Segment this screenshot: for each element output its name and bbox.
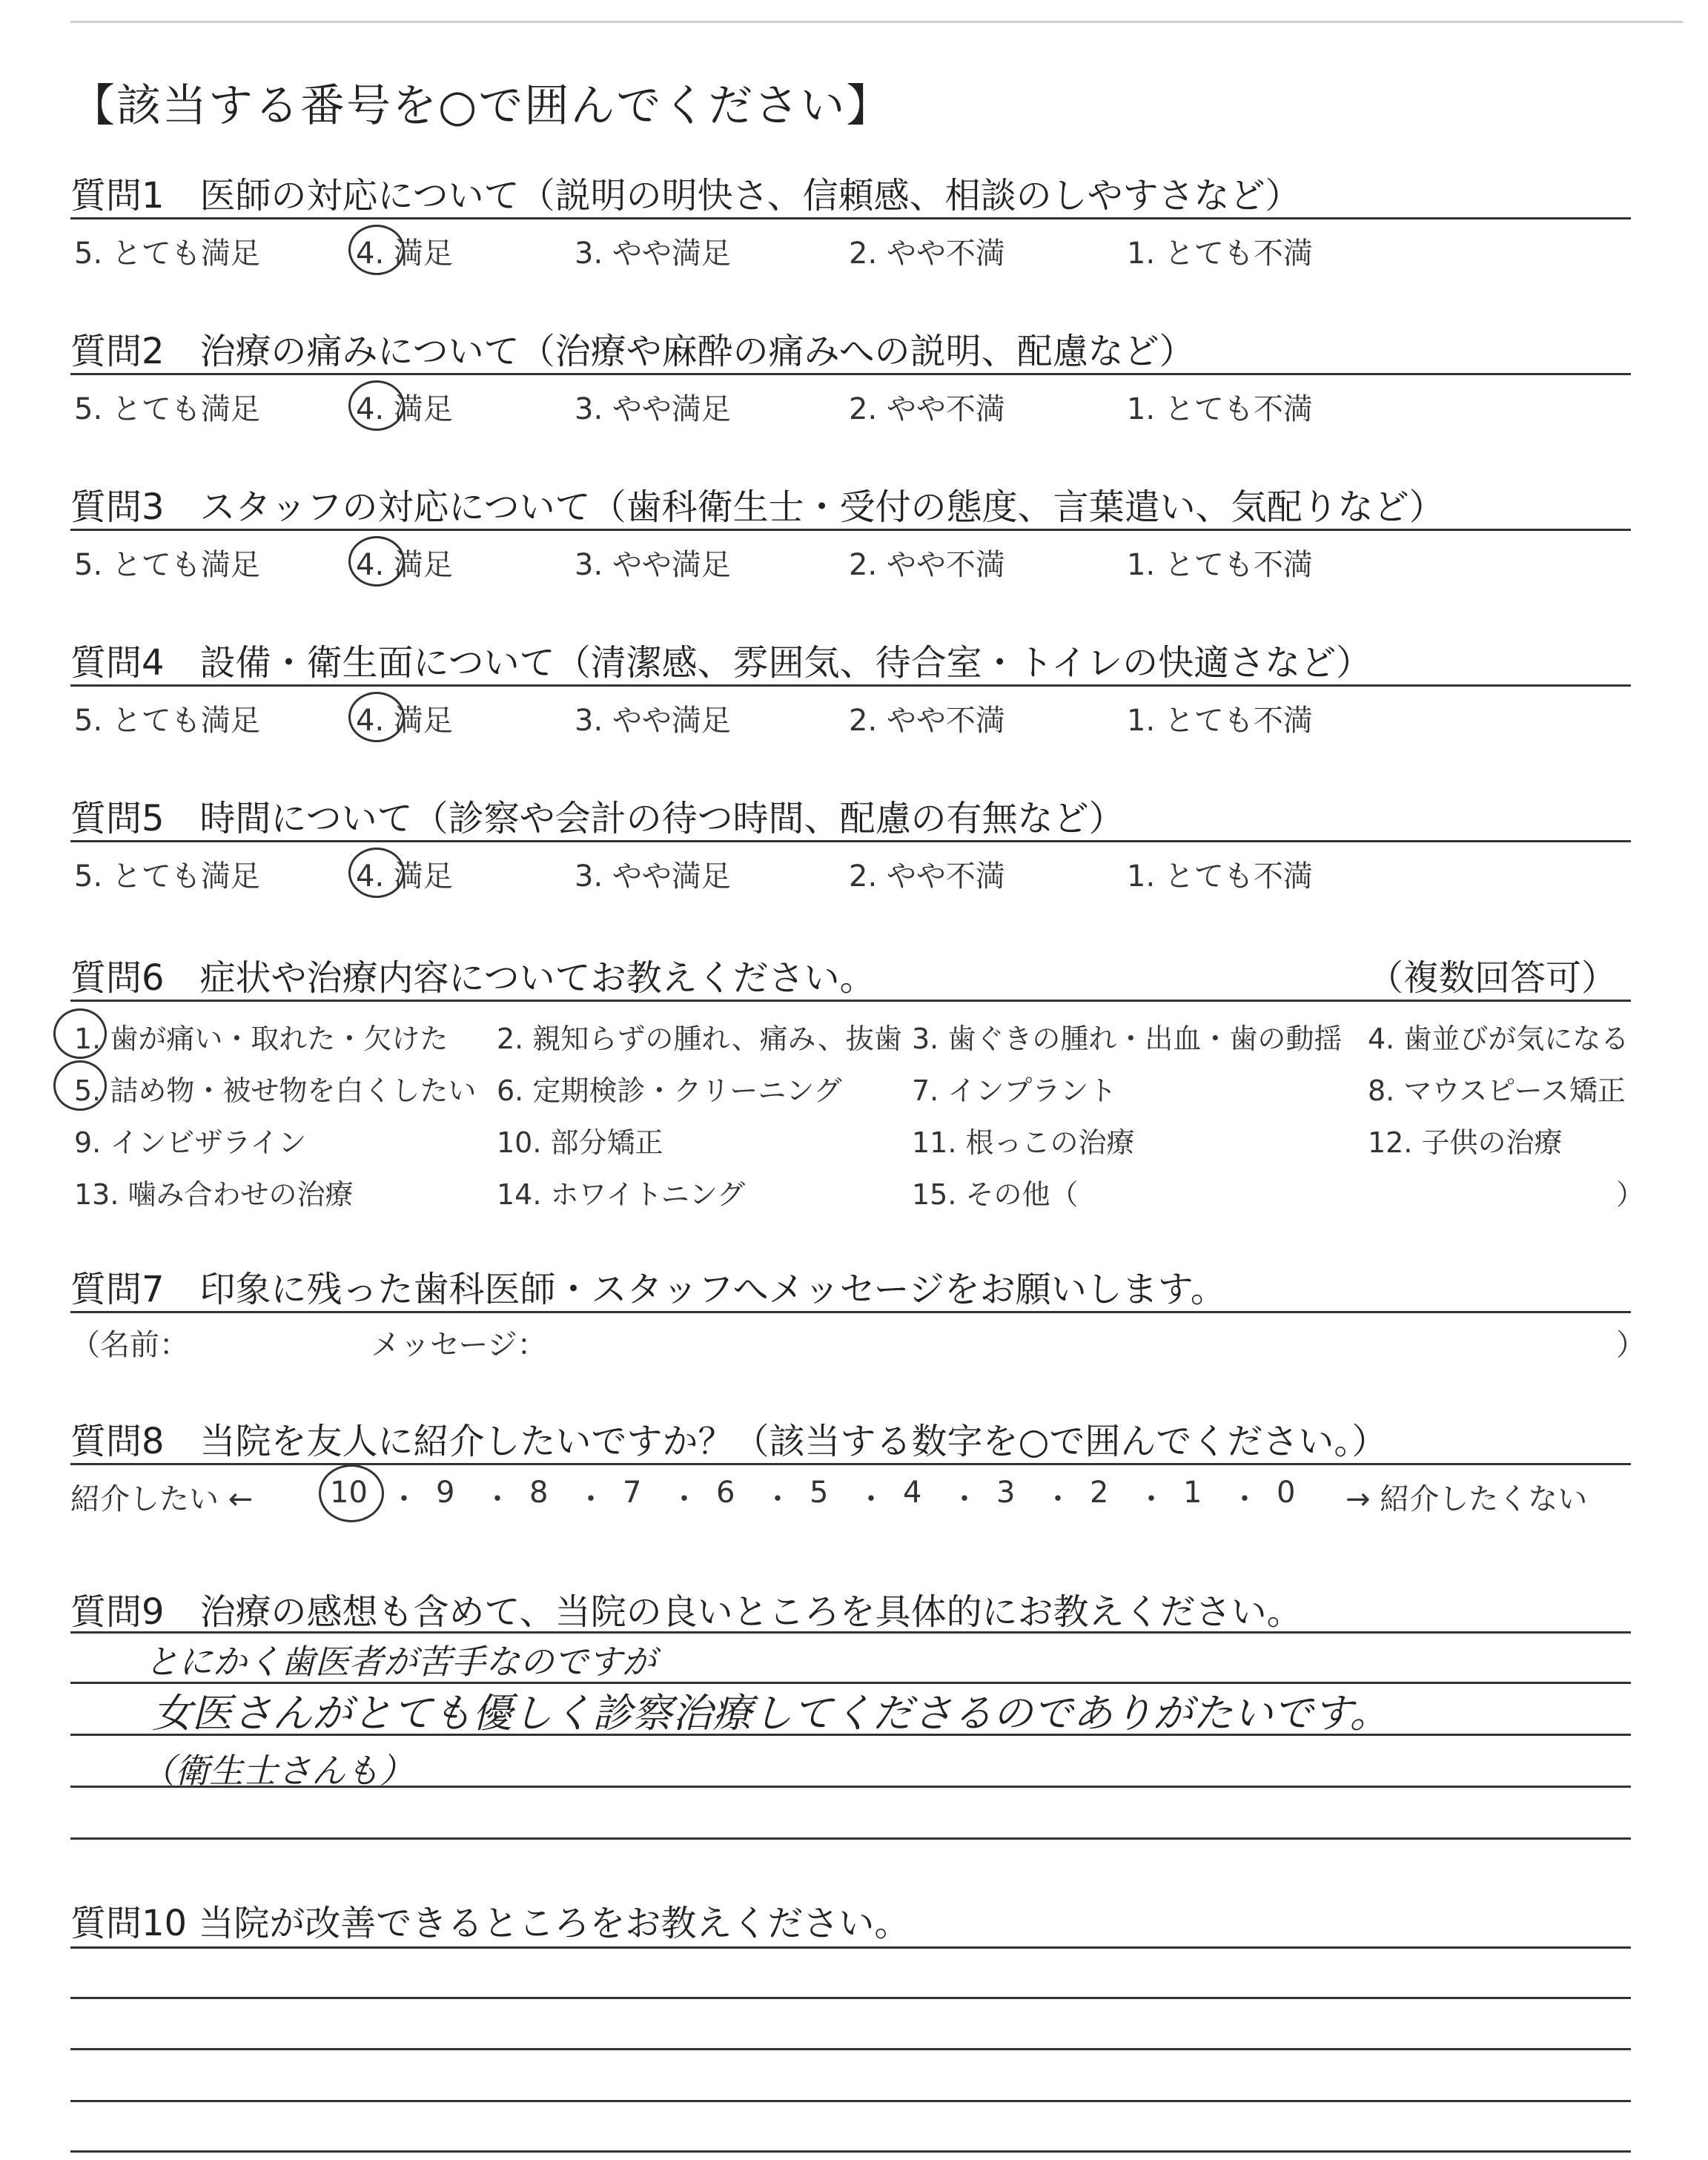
q8-selected-circle (319, 1464, 384, 1522)
q8-scale-number[interactable]: 10 (330, 1476, 368, 1510)
q8-scale-number[interactable]: 6 (716, 1476, 735, 1510)
q4-option[interactable]: 3. やや満足 (575, 704, 731, 738)
q1-selected-circle (348, 225, 405, 275)
q8-left-label: 紹介したい ← (70, 1482, 254, 1516)
q6-option[interactable]: 1. 歯が痛い・取れた・欠けた (74, 1023, 448, 1055)
q8-scale-dot: ・ (389, 1482, 419, 1516)
q6-option[interactable]: 13. 噛み合わせの治療 (74, 1178, 354, 1211)
q6-option[interactable]: 4. 歯並びが気になる (1368, 1023, 1629, 1055)
q4-option[interactable]: 5. とても満足 (74, 704, 260, 738)
q1-option[interactable]: 3. やや満足 (575, 237, 731, 271)
q2-rule (70, 373, 1631, 375)
q6-option[interactable]: 6. 定期検診・クリーニング (497, 1074, 842, 1107)
q8-scale-number[interactable]: 9 (436, 1476, 455, 1510)
q3-option[interactable]: 3. やや満足 (575, 548, 731, 582)
q2-option[interactable]: 3. やや満足 (575, 392, 731, 426)
q6-option[interactable]: 12. 子供の治療 (1368, 1126, 1563, 1159)
q10-rule-3 (70, 2048, 1631, 2050)
q4-option[interactable]: 4. 満足 (356, 704, 453, 738)
q8-scale-number[interactable]: 8 (529, 1476, 549, 1510)
q3-option[interactable]: 5. とても満足 (74, 548, 260, 582)
q9-rule-1 (70, 1631, 1631, 1634)
q8-title: 質問8 当院を友人に紹介したいですか？（該当する数字を○で囲んでください。） (70, 1421, 1388, 1462)
page-title: 【該当する番号を○で囲んでください】 (70, 80, 893, 132)
q9-answer-line-1: とにかく歯医者が苦手なのですが (145, 1642, 656, 1682)
q8-scale-number[interactable]: 2 (1090, 1476, 1109, 1510)
q10-rule-2 (70, 1997, 1631, 1999)
q8-scale-number[interactable]: 5 (810, 1476, 829, 1510)
q8-scale-number[interactable]: 7 (623, 1476, 642, 1510)
q8-scale-number[interactable]: 4 (903, 1476, 922, 1510)
q7-close-paren: ） (1616, 1328, 1646, 1362)
q8-scale-dot: ・ (763, 1482, 792, 1516)
q6-option[interactable]: 8. マウスピース矯正 (1368, 1074, 1626, 1107)
q3-selected-circle (348, 536, 405, 587)
q10-rule-5 (70, 2150, 1631, 2153)
q6-option: ） (1616, 1178, 1645, 1211)
q8-scale-dot: ・ (483, 1482, 512, 1516)
q6-option[interactable]: 3. 歯ぐきの腫れ・出血・歯の動揺 (912, 1023, 1343, 1055)
q6-title: 質問6 症状や治療内容についてお教えください。 (70, 957, 875, 999)
q7-title: 質問7 印象に残った歯科医師・スタッフへメッセージをお願いします。 (70, 1269, 1226, 1310)
q7-message-label: メッセージ： (371, 1328, 547, 1362)
q9-answer-line-2: 女医さんがとても優しく診察治療してくださるのでありがたいです。 (152, 1690, 1390, 1737)
q1-option[interactable]: 4. 満足 (356, 237, 453, 271)
q5-option[interactable]: 2. やや不満 (849, 859, 1005, 894)
top-border (70, 21, 1683, 23)
q6-rule (70, 1000, 1631, 1002)
q8-scale-dot: ・ (1136, 1482, 1166, 1516)
q5-option[interactable]: 5. とても満足 (74, 859, 260, 894)
q6-option[interactable]: 7. インプラント (912, 1074, 1117, 1107)
q6-option[interactable]: 10. 部分矯正 (497, 1126, 663, 1159)
q10-rule-4 (70, 2100, 1631, 2102)
q4-selected-circle (348, 692, 405, 742)
q5-selected-circle (348, 848, 405, 898)
q8-rule (70, 1463, 1631, 1465)
q8-scale-number[interactable]: 1 (1183, 1476, 1202, 1510)
q6-option[interactable]: 15. その他（ (912, 1178, 1079, 1211)
q9-answer-line-3: （衛生士さんも） (141, 1751, 414, 1791)
q8-scale-dot: ・ (950, 1482, 979, 1516)
q6-option[interactable]: 14. ホワイトニング (497, 1178, 746, 1211)
q6-option[interactable]: 2. 親知らずの腫れ、痛み、抜歯 (497, 1023, 902, 1055)
q10-rule-1 (70, 1946, 1631, 1949)
q3-rule (70, 529, 1631, 531)
q6-selected-circle (53, 1060, 107, 1111)
q1-option[interactable]: 1. とても不満 (1127, 237, 1313, 271)
q8-scale-dot: ・ (669, 1482, 699, 1516)
q2-option[interactable]: 4. 満足 (356, 392, 453, 426)
q9-rule-5 (70, 1837, 1631, 1840)
q10-title: 質問10 当院が改善できるところをお教えください。 (70, 1903, 910, 1944)
q6-option[interactable]: 11. 根っこの治療 (912, 1126, 1135, 1159)
q5-option[interactable]: 3. やや満足 (575, 859, 731, 894)
q2-option[interactable]: 2. やや不満 (849, 392, 1005, 426)
q6-selected-circle (53, 1008, 107, 1059)
q4-rule (70, 684, 1631, 687)
q1-option[interactable]: 2. やや不満 (849, 237, 1005, 271)
q1-option[interactable]: 5. とても満足 (74, 237, 260, 271)
q1-title: 質問1 医師の対応について（説明の明快さ、信頼感、相談のしやすさなど） (70, 175, 1301, 217)
q3-title: 質問3 スタッフの対応について（歯科衛生士・受付の態度、言葉遣い、気配りなど） (70, 486, 1445, 528)
q5-rule (70, 840, 1631, 842)
q6-option[interactable]: 5. 詰め物・被せ物を白くしたい (74, 1074, 477, 1107)
q6-note: （複数回答可） (1368, 957, 1618, 999)
q4-option[interactable]: 2. やや不満 (849, 704, 1005, 738)
q3-option[interactable]: 2. やや不満 (849, 548, 1005, 582)
q4-option[interactable]: 1. とても不満 (1127, 704, 1313, 738)
q7-rule (70, 1311, 1631, 1313)
q2-title: 質問2 治療の痛みについて（治療や麻酔の痛みへの説明、配慮など） (70, 331, 1195, 372)
q2-selected-circle (348, 380, 405, 431)
q8-scale-number[interactable]: 3 (996, 1476, 1016, 1510)
q4-title: 質問4 設備・衛生面について（清潔感、雰囲気、待合室・トイレの快適さなど） (70, 642, 1372, 684)
q8-right-label: → 紹介したくない (1345, 1482, 1588, 1516)
q6-option[interactable]: 9. インビザライン (74, 1126, 307, 1159)
q8-scale-dot: ・ (856, 1482, 886, 1516)
q7-name-label: （名前： (70, 1328, 189, 1362)
q8-scale-dot: ・ (1043, 1482, 1073, 1516)
q9-title: 質問9 治療の感想も含めて、当院の良いところを具体的にお教えください。 (70, 1591, 1302, 1633)
q5-option[interactable]: 4. 満足 (356, 859, 453, 894)
q2-option[interactable]: 1. とても不満 (1127, 392, 1313, 426)
q8-scale-dot: ・ (576, 1482, 606, 1516)
q5-option[interactable]: 1. とても不満 (1127, 859, 1313, 894)
q3-option[interactable]: 1. とても不満 (1127, 548, 1313, 582)
q5-title: 質問5 時間について（診察や会計の待つ時間、配慮の有無など） (70, 798, 1125, 839)
q2-option[interactable]: 5. とても満足 (74, 392, 260, 426)
q1-rule (70, 217, 1631, 219)
q8-scale-number[interactable]: 0 (1277, 1476, 1296, 1510)
q3-option[interactable]: 4. 満足 (356, 548, 453, 582)
q8-scale-dot: ・ (1230, 1482, 1260, 1516)
